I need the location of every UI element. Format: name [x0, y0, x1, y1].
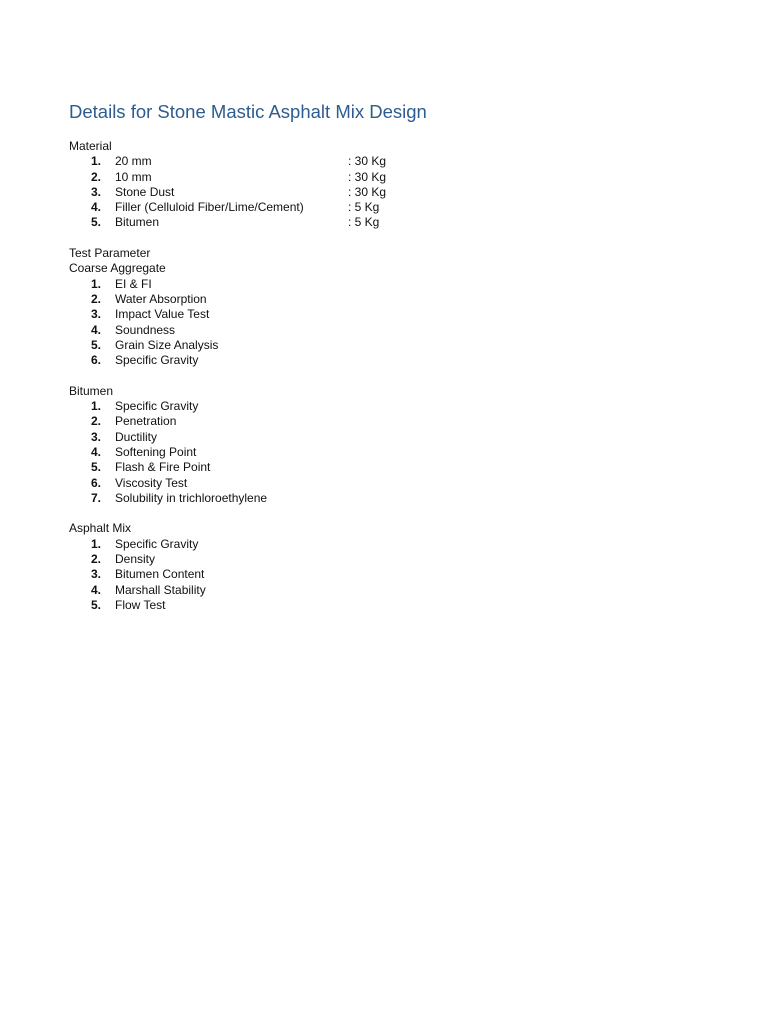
- list-item-label: Water Absorption: [115, 291, 207, 306]
- material-label: Bitumen: [115, 215, 160, 230]
- list-number: 6.: [91, 353, 102, 368]
- material-quantity: : 30 Kg: [348, 184, 387, 199]
- section-spacer: [69, 231, 749, 246]
- list-item: [69, 567, 749, 582]
- list-item-label: Ductility: [115, 429, 158, 444]
- list-item-label: Density: [115, 552, 156, 567]
- list-item-label: Viscosity Test: [115, 475, 188, 490]
- list-item-label: Flash & Fire Point: [115, 460, 211, 475]
- test-parameter-heading: Test Parameter: [69, 246, 151, 261]
- asphalt-mix-heading: Asphalt Mix: [69, 521, 132, 536]
- list-number: 2.: [91, 552, 102, 567]
- list-item-label: Penetration: [115, 414, 177, 429]
- list-item-label: Impact Value Test: [115, 307, 210, 322]
- list-item-label: Flow Test: [115, 597, 166, 612]
- list-number: 6.: [91, 475, 102, 490]
- list-item: [69, 552, 749, 567]
- material-heading: Material: [69, 139, 112, 153]
- section-spacer: [69, 506, 749, 521]
- material-quantity: : 5 Kg: [348, 215, 380, 230]
- list-number: 5.: [91, 337, 102, 352]
- coarse-aggregate-list: [69, 277, 749, 369]
- list-item: [69, 292, 749, 307]
- list-item: [69, 583, 749, 598]
- bitumen-heading: Bitumen: [69, 383, 114, 398]
- material-item: [69, 154, 749, 169]
- list-number: 3.: [91, 429, 102, 444]
- list-item: [69, 399, 749, 414]
- list-item: [69, 598, 749, 613]
- coarse-aggregate-heading: Coarse Aggregate: [69, 261, 166, 276]
- list-number: 5.: [91, 215, 102, 230]
- list-number: 4.: [91, 582, 102, 597]
- list-item: [69, 491, 749, 506]
- list-number: 4.: [91, 322, 102, 337]
- list-item-label: Marshall Stability: [115, 582, 206, 597]
- list-item-label: Grain Size Analysis: [115, 337, 219, 352]
- list-item-label: Bitumen Content: [115, 567, 205, 582]
- list-number: 5.: [91, 597, 102, 612]
- list-number: 5.: [91, 460, 102, 475]
- material-quantity: : 30 Kg: [348, 154, 387, 169]
- list-number: 3.: [91, 567, 102, 582]
- material-item: [69, 185, 749, 200]
- list-number: 3.: [91, 307, 102, 322]
- list-item-label: Soundness: [115, 322, 176, 337]
- list-number: 1.: [91, 276, 102, 291]
- list-item: [69, 323, 749, 338]
- list-item: [69, 430, 749, 445]
- material-list: [69, 154, 749, 230]
- list-item-label: EI & FI: [115, 276, 152, 291]
- material-quantity: : 5 Kg: [348, 200, 380, 215]
- list-item: [69, 338, 749, 353]
- material-quantity: : 30 Kg: [348, 169, 387, 184]
- asphalt-mix-list: [69, 537, 749, 613]
- list-item-label: Softening Point: [115, 444, 197, 459]
- document-content: [69, 139, 749, 613]
- list-item: [69, 353, 749, 368]
- list-number: 4.: [91, 200, 102, 215]
- material-item: [69, 170, 749, 185]
- material-item: [69, 215, 749, 230]
- list-number: 1.: [91, 399, 102, 414]
- list-number: 2.: [91, 169, 102, 184]
- list-number: 1.: [91, 154, 102, 169]
- document-title: Details for Stone Mastic Asphalt Mix Design: [69, 101, 427, 122]
- list-item: [69, 277, 749, 292]
- list-item: [69, 414, 749, 429]
- list-number: 2.: [91, 414, 102, 429]
- material-item: [69, 200, 749, 215]
- list-item-label: Solubility in trichloroethylene: [115, 490, 268, 505]
- list-item-label: Specific Gravity: [115, 536, 199, 551]
- list-item-label: Specific Gravity: [115, 353, 199, 368]
- list-number: 4.: [91, 444, 102, 459]
- section-spacer: [69, 368, 749, 383]
- list-item: [69, 476, 749, 491]
- bitumen-list: [69, 399, 749, 506]
- material-label: Stone Dust: [115, 184, 175, 199]
- list-number: 1.: [91, 536, 102, 551]
- list-item: [69, 445, 749, 460]
- list-item: [69, 460, 749, 475]
- material-label: 20 mm: [115, 154, 152, 169]
- list-item-label: Specific Gravity: [115, 399, 199, 414]
- list-number: 7.: [91, 490, 102, 505]
- list-number: 3.: [91, 184, 102, 199]
- list-item: [69, 537, 749, 552]
- material-label: 10 mm: [115, 169, 152, 184]
- list-item: [69, 307, 749, 322]
- list-number: 2.: [91, 291, 102, 306]
- material-label: Filler (Celluloid Fiber/Lime/Cement): [115, 200, 304, 215]
